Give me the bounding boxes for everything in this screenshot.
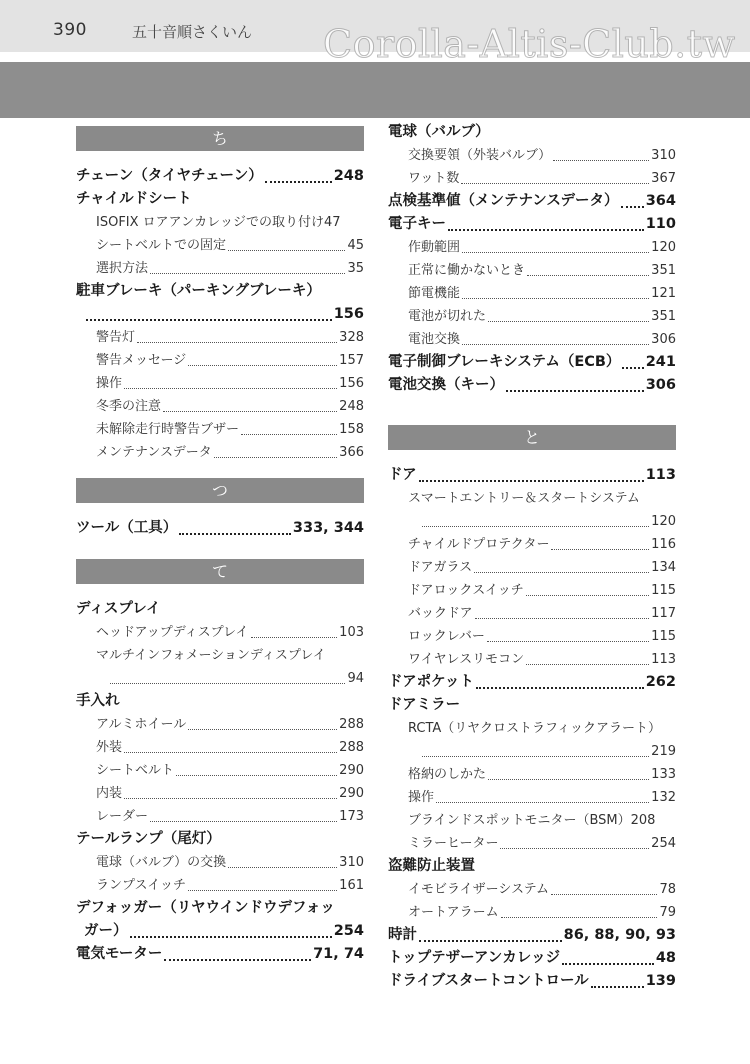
watermark: Corolla-Altis-Club.tw	[323, 22, 736, 66]
index-subentry: マルチインフォメーションディスプレイ	[96, 648, 326, 663]
index-entry: 盗難防止装置	[388, 858, 475, 874]
section-title: 五十音順さくいん	[132, 23, 253, 41]
index-entry-continuation: 156	[76, 303, 364, 326]
index-entry: 電球（バルブ）	[388, 124, 490, 140]
index-subentry: レーダー 173	[96, 809, 364, 824]
index-entry: チャイルドシート	[76, 191, 192, 207]
index-subentry: 内装 290	[96, 786, 364, 801]
index-subentry: シートベルト 290	[96, 763, 364, 778]
index-subentry: 正常に働かないとき 351	[408, 263, 676, 278]
index-subentry: 電球（バルブ）の交換 310	[96, 855, 364, 870]
kana-heading-to: と	[388, 425, 676, 450]
index-subentry: シートベルトでの固定 45	[96, 238, 364, 253]
index-subentry: 未解除走行時警告ブザー 158	[96, 422, 364, 437]
index-group-chi	[76, 165, 364, 464]
index-subentry: 格納のしかた 133	[408, 767, 676, 782]
index-subentry: バックドア 117	[408, 606, 676, 621]
index-entry: ドライブスタートコントロール 139	[388, 973, 676, 989]
index-entry: テールランプ（尾灯）	[76, 831, 221, 847]
index-subentry: 警告メッセージ 157	[96, 353, 364, 368]
index-subentry-continuation: 219	[388, 740, 676, 763]
index-entry: ドアミラー	[388, 697, 461, 713]
index-group-tsu	[76, 517, 364, 540]
index-entry: 電気モーター 71, 74	[76, 946, 364, 962]
index-group-te	[76, 598, 364, 966]
index-entry: 駐車ブレーキ（パーキングブレーキ）	[76, 283, 321, 299]
index-column-right	[388, 121, 676, 993]
index-entry: ディスプレイ	[76, 601, 161, 617]
index-subentry-continuation: 120	[388, 510, 676, 533]
index-entry: 電子制御ブレーキシステム（ECB） 241	[388, 354, 676, 370]
index-subentry: 電池が切れた 351	[408, 309, 676, 324]
index-subentry: ランプスイッチ 161	[96, 878, 364, 893]
index-subentry: アルミホイール 288	[96, 717, 364, 732]
index-subentry: 電池交換 306	[408, 332, 676, 347]
index-entry: 電池交換（キー） 306	[388, 377, 676, 393]
index-column-left	[76, 126, 364, 966]
index-subentry-continuation: 94	[76, 667, 364, 690]
index-subentry: ロックレバー 115	[408, 629, 676, 644]
index-entry: トップテザーアンカレッジ 48	[388, 950, 676, 966]
header-band	[0, 62, 750, 118]
index-entry: 時計 86, 88, 90, 93	[388, 927, 676, 943]
index-subentry: ヘッドアップディスプレイ 103	[96, 625, 364, 640]
index-subentry: オートアラーム 79	[408, 905, 676, 920]
index-subentry: イモビライザーシステム 78	[408, 882, 676, 897]
index-entry: チェーン（タイヤチェーン） 248	[76, 168, 364, 184]
index-subentry: 操作 156	[96, 376, 364, 391]
index-entry: 電子キー 110	[388, 216, 676, 232]
index-subentry: ISOFIX ロアアンカレッジでの取り付け 47	[96, 215, 341, 230]
index-entry: デフォッガー（リヤウインドウデフォッ	[76, 900, 335, 916]
index-subentry: チャイルドプロテクター 116	[408, 537, 676, 552]
kana-heading-tsu: つ	[76, 478, 364, 503]
index-subentry: メンテナンスデータ 366	[96, 445, 364, 460]
page-number: 390	[53, 20, 87, 40]
index-subentry: スマートエントリー＆スタートシステム	[408, 491, 640, 506]
index-subentry: 冬季の注意 248	[96, 399, 364, 414]
index-entry-continuation: ガー） 254	[84, 923, 364, 939]
index-subentry: ミラーヒーター 254	[408, 836, 676, 851]
index-entry: 点検基準値（メンテナンスデータ） 364	[388, 193, 676, 209]
kana-heading-chi: ち	[76, 126, 364, 151]
index-subentry: ドアロックスイッチ 115	[408, 583, 676, 598]
index-entry: 手入れ	[76, 693, 120, 709]
index-subentry: 選択方法 35	[96, 261, 364, 276]
index-subentry: 交換要領（外装バルブ） 310	[408, 148, 676, 163]
index-entry: ツール（工具） 333, 344	[76, 520, 364, 536]
index-subentry: 外装 288	[96, 740, 364, 755]
index-group-te-continued	[388, 121, 676, 397]
index-subentry: ワイヤレスリモコン 113	[408, 652, 676, 667]
index-group-to	[388, 464, 676, 993]
index-subentry: 作動範囲 120	[408, 240, 676, 255]
index-subentry: RCTA（リヤクロストラフィックアラート）	[408, 721, 661, 736]
index-subentry: ドアガラス 134	[408, 560, 676, 575]
index-subentry: 節電機能 121	[408, 286, 676, 301]
index-subentry: ブラインドスポットモニター（BSM） 208	[408, 813, 656, 828]
index-entry: ドアポケット 262	[388, 674, 676, 690]
kana-heading-te: て	[76, 559, 364, 584]
index-subentry: ワット数 367	[408, 171, 676, 186]
index-subentry: 警告灯 328	[96, 330, 364, 345]
index-subentry: 操作 132	[408, 790, 676, 805]
index-entry: ドア 113	[388, 467, 676, 483]
